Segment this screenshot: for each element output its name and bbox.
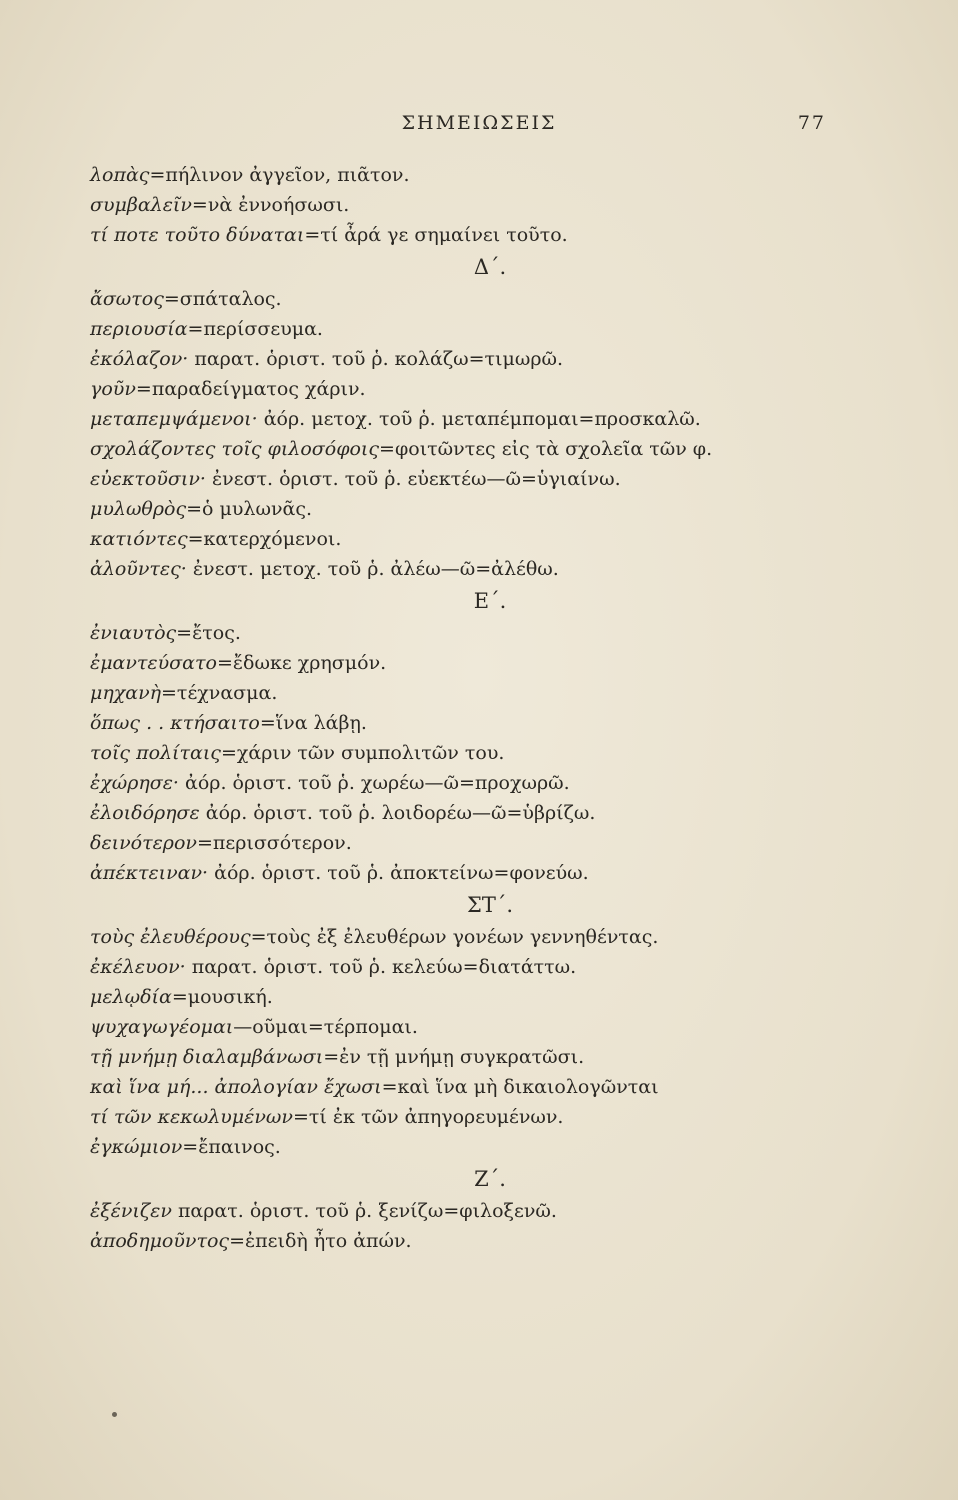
note-term: δεινότερον: [90, 832, 197, 854]
note-gloss: =παραδείγματος χάριν.: [135, 378, 366, 400]
note-line: [90, 404, 890, 434]
section-heading: ΣΤ΄.: [466, 893, 514, 917]
note-term: λοπὰς: [90, 164, 150, 186]
note-line: [90, 922, 890, 952]
note-term: ἐμαντεύσατο: [90, 652, 217, 674]
note-term: ψυχαγωγέομαι: [90, 1016, 234, 1038]
note-term: μηχανὴ: [90, 682, 162, 704]
note-line: [90, 314, 890, 344]
note-term: περιουσία: [90, 318, 188, 340]
note-line: [90, 618, 890, 648]
note-gloss: =τί ἆρά γε σημαίνει τοῦτο.: [304, 224, 568, 246]
note-term: μεταπεμψάμενοι·: [90, 408, 258, 430]
note-gloss: ἀόρ. ὁριστ. τοῦ ῥ. λοιδορέω—ῶ=ὑβρίζω.: [199, 802, 596, 824]
note-term: συμβαλεῖν: [90, 194, 192, 216]
note-gloss: =ἐν τῇ μνήμῃ συγκρατῶσι.: [323, 1046, 585, 1068]
note-term: ἀλοῦντες·: [90, 558, 187, 580]
note-gloss: παρατ. ὁριστ. τοῦ ῥ. ξενίζω=φιλοξενῶ.: [171, 1200, 557, 1222]
ink-speck: [112, 1412, 117, 1417]
note-line: [90, 1012, 890, 1042]
note-term: ἄσωτος: [90, 288, 164, 310]
page-header: [0, 112, 958, 142]
note-term: μυλωθρὸς: [90, 498, 187, 520]
note-line: [90, 190, 890, 220]
note-gloss: =χάριν τῶν συμπολιτῶν του.: [220, 742, 505, 764]
note-term: ἐνιαυτὸς: [90, 622, 177, 644]
note-term: ἀποδημοῦντος: [90, 1230, 230, 1252]
note-term: τοῖς πολίταις: [90, 742, 221, 764]
note-term: ὅπως . . κτήσαιτο: [90, 712, 260, 734]
note-line: [90, 284, 890, 314]
note-term: τί τῶν κεκωλυμένων: [90, 1106, 293, 1128]
note-term: κατιόντες: [90, 528, 188, 550]
note-line: [90, 1226, 890, 1256]
note-gloss: =νὰ ἐννοήσωσι.: [191, 194, 350, 216]
section-heading: Δ΄.: [473, 255, 507, 279]
note-term: ἐξένιζεν: [90, 1200, 172, 1222]
note-term: ἐκόλαζον·: [90, 348, 189, 370]
note-gloss: =τοὺς ἐξ ἐλευθέρων γονέων γεννηθέντας.: [250, 926, 659, 948]
note-gloss: =ἵνα λάβῃ.: [259, 712, 367, 734]
note-line: [90, 708, 890, 738]
note-line: [90, 344, 890, 374]
note-gloss: =πήλινον ἀγγεῖον, πιᾶτον.: [149, 164, 410, 186]
note-term: ἐλοιδόρησε: [90, 802, 200, 824]
note-gloss: παρατ. ὁριστ. τοῦ ῥ. κολάζω=τιμωρῶ.: [188, 348, 564, 370]
note-gloss: —οῦμαι=τέρπομαι.: [233, 1016, 418, 1038]
note-line: [90, 220, 890, 250]
note-term: γοῦν: [90, 378, 136, 400]
note-line: [90, 1072, 890, 1102]
note-line: [90, 1102, 890, 1132]
note-line: [90, 1042, 890, 1072]
section-heading: Ζ΄.: [474, 1167, 506, 1191]
note-term: καὶ ἵνα μή... ἀπολογίαν ἔχωσι: [90, 1076, 382, 1098]
note-line: [90, 738, 890, 768]
note-line: [90, 374, 890, 404]
note-gloss: =φοιτῶντες εἰς τὰ σχολεῖα τῶν φ.: [379, 438, 713, 460]
note-term: ἐγκώμιον: [90, 1136, 183, 1158]
note-term: τοὺς ἐλευθέρους: [90, 926, 251, 948]
notes-body: [90, 160, 890, 1256]
note-gloss: =περισσότερον.: [196, 832, 352, 854]
note-line: [90, 434, 890, 464]
note-gloss: =ἔπαινος.: [182, 1136, 281, 1158]
note-line: [90, 678, 890, 708]
note-term: τί ποτε τοῦτο δύναται: [90, 224, 305, 246]
note-term: ἀπέκτειναν·: [90, 862, 209, 884]
note-gloss: =σπάταλος.: [163, 288, 282, 310]
note-line: [90, 524, 890, 554]
note-line: [90, 648, 890, 678]
note-line: [90, 464, 890, 494]
note-gloss: ἐνεστ. μετοχ. τοῦ ῥ. ἀλέω—ῶ=ἀλέθω.: [186, 558, 559, 580]
note-term: μελῳδία: [90, 986, 172, 1008]
note-gloss: =τί ἐκ τῶν ἀπηγορευμένων.: [292, 1106, 564, 1128]
note-line: [90, 952, 890, 982]
page-number: 77: [797, 112, 826, 134]
note-term: εὐεκτοῦσιν·: [90, 468, 206, 490]
note-line: [90, 982, 890, 1012]
note-line: [90, 798, 890, 828]
note-line: [90, 858, 890, 888]
note-line: [90, 160, 890, 190]
note-term: τῇ μνήμῃ διαλαμβάνωσι: [90, 1046, 324, 1068]
note-gloss: ἀόρ. ὁριστ. τοῦ ῥ. χωρέω—ῶ=προχωρῶ.: [178, 772, 570, 794]
note-gloss: =τέχνασμα.: [161, 682, 278, 704]
note-term: σχολάζοντες τοῖς φιλοσόφοις: [90, 438, 380, 460]
note-line: [90, 494, 890, 524]
note-term: ἐχώρησε·: [90, 772, 179, 794]
note-gloss: =ἔτος.: [176, 622, 241, 644]
note-term: ἐκέλευον·: [90, 956, 186, 978]
section-heading: Ε΄.: [473, 589, 507, 613]
note-gloss: παρατ. ὁριστ. τοῦ ῥ. κελεύω=διατάττω.: [185, 956, 577, 978]
running-title: ΣΗΜΕΙΩΣΕΙΣ: [401, 112, 557, 134]
note-gloss: =περίσσευμα.: [187, 318, 323, 340]
note-gloss: ἀόρ. μετοχ. τοῦ ῥ. μεταπέμπομαι=προσκαλῶ.: [257, 408, 701, 430]
note-gloss: =κατερχόμενοι.: [187, 528, 342, 550]
note-line: [90, 554, 890, 584]
note-gloss: ἐνεστ. ὁριστ. τοῦ ῥ. εὐεκτέω—ῶ=ὑγιαίνω.: [205, 468, 621, 490]
note-gloss: =καὶ ἵνα μὴ δικαιολογῶνται: [381, 1076, 659, 1098]
note-line: [90, 1196, 890, 1226]
note-line: [90, 768, 890, 798]
note-line: [90, 1132, 890, 1162]
note-gloss: =μουσική.: [171, 986, 273, 1008]
note-line: [90, 828, 890, 858]
note-gloss: =ἔδωκε χρησμόν.: [216, 652, 387, 674]
note-gloss: =ὁ μυλωνᾶς.: [186, 498, 313, 520]
note-gloss: ἀόρ. ὁριστ. τοῦ ῥ. ἀποκτείνω=φονεύω.: [208, 862, 589, 884]
note-gloss: =ἐπειδὴ ἦτο ἀπών.: [229, 1230, 412, 1252]
